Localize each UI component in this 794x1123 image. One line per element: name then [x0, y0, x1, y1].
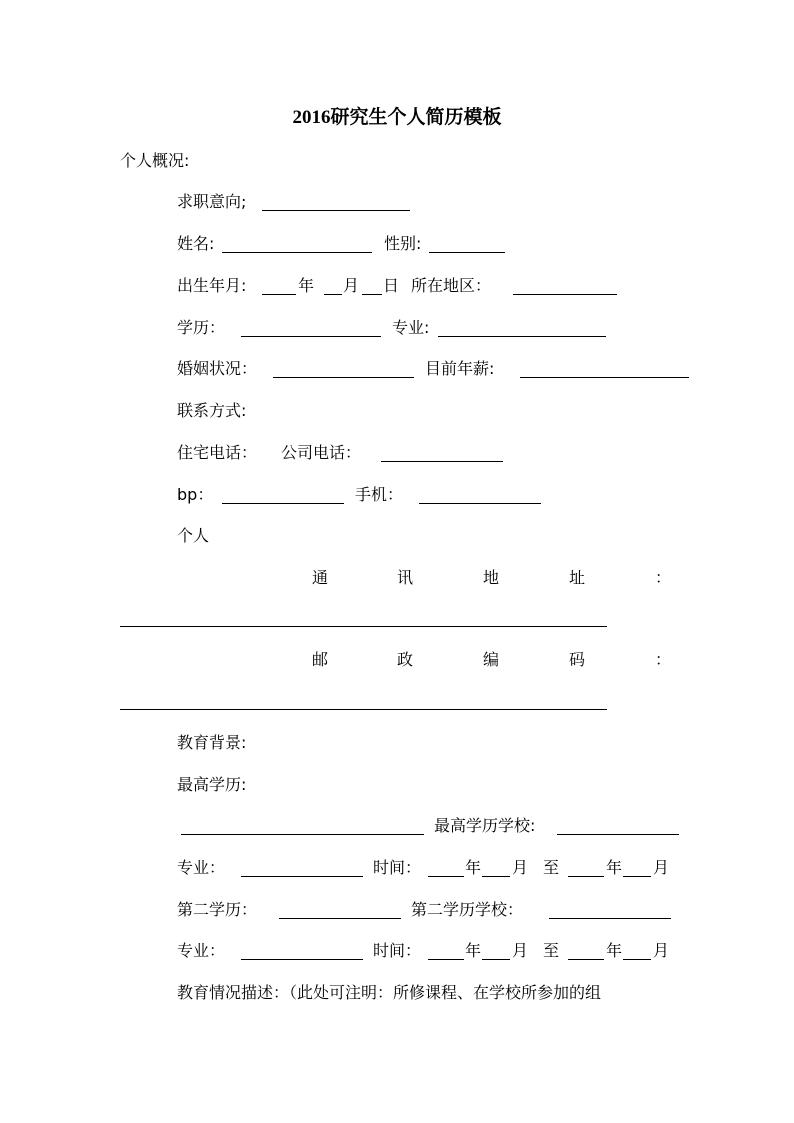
mobile-blank: [419, 503, 541, 504]
postcode-char: 编: [483, 650, 500, 669]
birth-day-blank: [362, 294, 382, 295]
salary-label: 目前年薪:: [425, 359, 495, 378]
mobile-label: 手机：: [355, 485, 404, 504]
marital-label: 婚姻状况：: [177, 359, 258, 378]
page-title: 2016研究生个人简历模板: [292, 107, 502, 128]
address-char: ：: [655, 568, 672, 587]
gender-blank: [429, 252, 505, 253]
time-label: 时间：: [373, 858, 422, 877]
job-intention-label: 求职意向;: [177, 192, 247, 211]
major-row-blank: [241, 959, 363, 960]
edu-background-label: 教育背景:: [177, 733, 247, 752]
second-school-label: 第二学历学校：: [411, 900, 524, 919]
major-row-blank: [241, 876, 363, 877]
time-end-month-char: 月: [653, 941, 670, 960]
postcode-char: 政: [397, 650, 414, 669]
second-degree-blank: [279, 918, 401, 919]
to-char: 至: [543, 858, 560, 877]
highest-degree-label: 最高学历:: [177, 775, 247, 794]
time-start-year-char: 年: [465, 941, 482, 960]
time-start-month-char: 月: [512, 941, 529, 960]
highest-school-label: 最高学历学校:: [434, 816, 536, 835]
education-blank: [241, 336, 381, 337]
edu-description: 教育情况描述：（此处可注明：所修课程、在学校所参加的组: [177, 983, 602, 1002]
time-end-year-char: 年: [606, 858, 623, 877]
birth-month-blank: [324, 294, 342, 295]
major-row-label: 专业：: [177, 941, 226, 960]
address-blank: [120, 626, 607, 627]
postcode-char: 码: [569, 650, 586, 669]
bp-label: bp：: [177, 485, 214, 504]
postcode-blank: [120, 709, 607, 710]
time-end-year-blank: [568, 959, 604, 960]
time-start-year-blank: [428, 876, 464, 877]
major-blank: [438, 336, 606, 337]
section-overview: 个人概况:: [120, 151, 190, 170]
highest-degree-blank: [181, 834, 424, 835]
major-row-label: 专业：: [177, 858, 226, 877]
address-char: 地: [483, 568, 500, 587]
time-end-year-blank: [568, 876, 604, 877]
contact-label: 联系方式:: [177, 401, 247, 420]
personal-label: 个人: [177, 526, 210, 545]
name-blank: [222, 252, 372, 253]
name-label: 姓名:: [177, 234, 215, 253]
salary-blank: [520, 377, 689, 378]
time-start-year-char: 年: [465, 858, 482, 877]
address-char: 通: [312, 568, 329, 587]
birth-month-char: 月: [343, 276, 360, 295]
time-label: 时间：: [373, 941, 422, 960]
to-char: 至: [543, 941, 560, 960]
time-end-month-char: 月: [653, 858, 670, 877]
job-intention-blank: [262, 210, 410, 211]
region-label: 所在地区：: [411, 276, 492, 295]
company-phone-label: 公司电话：: [281, 443, 362, 462]
time-start-month-blank: [482, 876, 510, 877]
education-label: 学历：: [177, 318, 226, 337]
gender-label: 性别:: [384, 234, 422, 253]
birth-label: 出生年月:: [177, 276, 247, 295]
time-end-month-blank: [623, 876, 651, 877]
birth-day-char: 日: [383, 276, 400, 295]
time-end-month-blank: [623, 959, 651, 960]
birth-year-char: 年: [298, 276, 315, 295]
major-label: 专业:: [392, 318, 430, 337]
highest-school-blank: [557, 834, 679, 835]
postcode-char: 邮: [312, 650, 329, 669]
region-blank: [513, 294, 617, 295]
birth-year-blank: [262, 294, 296, 295]
address-char: 讯: [397, 568, 414, 587]
postcode-char: ：: [655, 650, 672, 669]
second-degree-label: 第二学历：: [177, 900, 258, 919]
address-char: 址: [569, 568, 586, 587]
company-phone-blank: [381, 461, 503, 462]
second-school-blank: [549, 918, 671, 919]
time-end-year-char: 年: [606, 941, 623, 960]
time-start-month-blank: [482, 959, 510, 960]
time-start-month-char: 月: [512, 858, 529, 877]
home-phone-label: 住宅电话：: [177, 443, 258, 462]
bp-blank: [222, 503, 344, 504]
marital-blank: [273, 377, 414, 378]
time-start-year-blank: [428, 959, 464, 960]
